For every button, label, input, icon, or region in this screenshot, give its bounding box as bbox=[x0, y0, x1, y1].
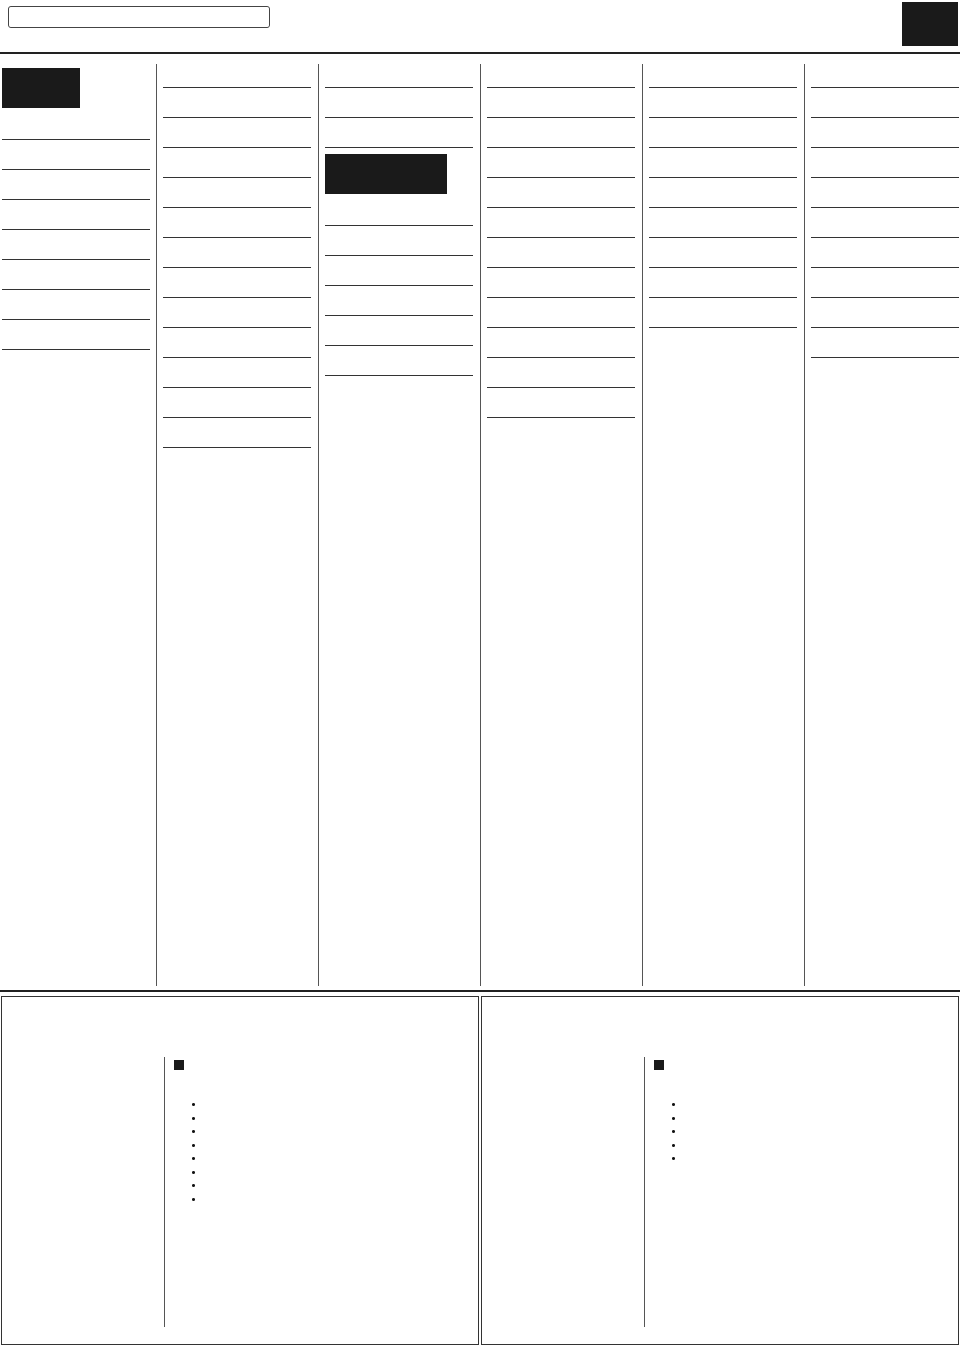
classified-ad bbox=[487, 244, 635, 268]
contact-line bbox=[490, 1130, 640, 1144]
panel-divider bbox=[644, 1057, 645, 1327]
classified-ad bbox=[811, 214, 959, 238]
classified-ad bbox=[487, 94, 635, 118]
ad-ref bbox=[163, 364, 311, 376]
classified-ad bbox=[2, 146, 150, 170]
ad-ref bbox=[811, 154, 959, 166]
ad-ref bbox=[649, 304, 797, 316]
ad-ref bbox=[2, 206, 150, 218]
classified-ad bbox=[163, 274, 311, 298]
ad-ref bbox=[325, 202, 473, 214]
contact-line bbox=[10, 1103, 160, 1117]
requirement-item bbox=[204, 1112, 472, 1126]
classified-ad bbox=[487, 304, 635, 328]
classified-ad bbox=[487, 64, 635, 88]
contact-line bbox=[10, 1171, 160, 1185]
classified-ad bbox=[163, 364, 311, 388]
ad-ref bbox=[649, 184, 797, 196]
classified-ad bbox=[163, 214, 311, 238]
classified-ad bbox=[2, 176, 150, 200]
ads-column-3 bbox=[325, 64, 473, 986]
ad-ref bbox=[487, 64, 635, 76]
contact-line bbox=[490, 1157, 640, 1171]
ad-ref bbox=[325, 352, 473, 364]
classified-ad bbox=[811, 64, 959, 88]
ad-ref bbox=[811, 334, 959, 346]
column-divider bbox=[804, 64, 805, 986]
classified-ad bbox=[2, 266, 150, 290]
ads-column-1 bbox=[2, 64, 150, 986]
ad-ref bbox=[487, 334, 635, 346]
classified-ad bbox=[325, 232, 473, 256]
job-ad-contact bbox=[10, 1103, 160, 1313]
job-ad-body bbox=[654, 1059, 952, 1259]
requirements-label bbox=[190, 1081, 472, 1095]
classified-ad bbox=[487, 334, 635, 358]
ad-ref bbox=[649, 124, 797, 136]
job-ad-headline bbox=[10, 1003, 470, 1037]
classified-ad bbox=[163, 64, 311, 88]
issue-date bbox=[8, 6, 270, 28]
job-ad-left bbox=[1, 996, 479, 1345]
masthead bbox=[0, 0, 960, 62]
ad-ref bbox=[811, 184, 959, 196]
ads-column-5 bbox=[649, 64, 797, 986]
classified-ad bbox=[649, 124, 797, 148]
ad-ref bbox=[2, 176, 150, 188]
classified-ad bbox=[811, 334, 959, 358]
classified-ad bbox=[325, 292, 473, 316]
ad-ref bbox=[811, 124, 959, 136]
column-divider bbox=[156, 64, 157, 986]
contact-line bbox=[490, 1103, 640, 1117]
ad-ref bbox=[811, 274, 959, 286]
classified-ad bbox=[2, 236, 150, 260]
requirement-item bbox=[684, 1152, 952, 1166]
classified-ad bbox=[325, 64, 473, 88]
contact-line bbox=[490, 1211, 640, 1225]
ad-ref bbox=[487, 394, 635, 406]
ad-ref bbox=[649, 64, 797, 76]
classified-ad bbox=[163, 94, 311, 118]
ad-ref bbox=[163, 394, 311, 406]
classified-ad bbox=[487, 154, 635, 178]
classified-ad bbox=[649, 64, 797, 88]
classified-ad bbox=[163, 184, 311, 208]
ad-ref bbox=[163, 244, 311, 256]
ad-ref bbox=[325, 292, 473, 304]
job-ad-footer bbox=[174, 1265, 472, 1299]
ad-ref bbox=[811, 94, 959, 106]
classified-ad bbox=[811, 244, 959, 268]
classified-ad bbox=[163, 124, 311, 148]
ad-ref bbox=[649, 274, 797, 286]
classified-ad bbox=[163, 424, 311, 448]
ad-ref bbox=[163, 154, 311, 166]
requirement-item bbox=[204, 1193, 472, 1207]
job-ad-headline bbox=[490, 1003, 950, 1037]
masthead-rule bbox=[0, 52, 960, 54]
ads-column-6 bbox=[811, 64, 959, 986]
ad-ref bbox=[2, 146, 150, 158]
requirement-item bbox=[204, 1152, 472, 1166]
ad-ref bbox=[2, 266, 150, 278]
classified-ad bbox=[649, 214, 797, 238]
contact-line bbox=[490, 1225, 640, 1239]
requirement-item bbox=[204, 1098, 472, 1112]
requirements-list bbox=[684, 1098, 952, 1166]
ad-ref bbox=[2, 116, 150, 128]
requirement-item bbox=[204, 1125, 472, 1139]
classified-ad bbox=[2, 206, 150, 230]
column-divider bbox=[480, 64, 481, 986]
contact-line bbox=[10, 1117, 160, 1131]
section-rule bbox=[0, 990, 960, 992]
contact-line bbox=[10, 1225, 160, 1239]
classified-ad bbox=[811, 304, 959, 328]
contact-line bbox=[10, 1144, 160, 1158]
ad-ref bbox=[487, 244, 635, 256]
ad-ref bbox=[325, 232, 473, 244]
requirement-item bbox=[204, 1166, 472, 1180]
panel-divider bbox=[164, 1057, 165, 1327]
ad-ref bbox=[2, 326, 150, 338]
ad-ref bbox=[2, 296, 150, 308]
classified-ad bbox=[325, 262, 473, 286]
requirements-label bbox=[670, 1081, 952, 1095]
ad-ref bbox=[163, 304, 311, 316]
requirement-item bbox=[204, 1179, 472, 1193]
ad-ref bbox=[487, 184, 635, 196]
classified-ad bbox=[487, 124, 635, 148]
classified-ad bbox=[811, 184, 959, 208]
ads-column-2 bbox=[163, 64, 311, 986]
ad-ref bbox=[163, 274, 311, 286]
classified-ad bbox=[325, 124, 473, 148]
contact-line bbox=[490, 1117, 640, 1131]
company-logo bbox=[654, 1303, 952, 1341]
classified-ad bbox=[163, 334, 311, 358]
company-logo bbox=[174, 1303, 472, 1341]
ad-ref bbox=[487, 214, 635, 226]
contact-line bbox=[10, 1211, 160, 1225]
ad-ref bbox=[163, 124, 311, 136]
classified-ad bbox=[649, 274, 797, 298]
section-heading-katastimata bbox=[325, 154, 447, 194]
contact-line bbox=[10, 1198, 160, 1212]
classified-ad bbox=[487, 394, 635, 418]
ad-ref bbox=[2, 236, 150, 248]
contact-email-link[interactable] bbox=[490, 1184, 640, 1198]
classified-ad bbox=[163, 244, 311, 268]
page-number bbox=[902, 2, 958, 46]
ad-ref bbox=[325, 262, 473, 274]
ad-ref bbox=[163, 64, 311, 76]
classified-ad bbox=[649, 244, 797, 268]
classified-ad bbox=[649, 94, 797, 118]
requirement-item bbox=[684, 1139, 952, 1153]
ad-ref bbox=[487, 154, 635, 166]
ad-ref bbox=[163, 214, 311, 226]
square-bullet-icon bbox=[654, 1060, 664, 1070]
ad-ref bbox=[649, 214, 797, 226]
square-bullet-icon bbox=[174, 1060, 184, 1070]
ad-ref bbox=[649, 244, 797, 256]
classified-ad bbox=[2, 116, 150, 140]
requirement-item bbox=[204, 1139, 472, 1153]
ad-ref bbox=[811, 214, 959, 226]
ad-ref bbox=[811, 244, 959, 256]
classified-ad bbox=[487, 274, 635, 298]
ad-ref bbox=[649, 94, 797, 106]
ad-ref bbox=[487, 94, 635, 106]
classified-ad bbox=[163, 394, 311, 418]
job-ad-contact bbox=[490, 1103, 640, 1313]
ad-ref bbox=[811, 64, 959, 76]
section-heading-ergasia bbox=[2, 68, 80, 108]
section-title bbox=[276, 2, 686, 46]
ad-ref bbox=[649, 154, 797, 166]
ad-ref bbox=[325, 94, 473, 106]
requirement-item bbox=[684, 1125, 952, 1139]
contact-line bbox=[10, 1157, 160, 1171]
column-divider bbox=[642, 64, 643, 986]
ads-column-4 bbox=[487, 64, 635, 986]
contact-line bbox=[490, 1144, 640, 1158]
contact-line bbox=[10, 1130, 160, 1144]
classified-ad bbox=[487, 214, 635, 238]
job-ad-footer bbox=[654, 1265, 952, 1299]
requirement-item bbox=[684, 1112, 952, 1126]
classified-ad bbox=[163, 154, 311, 178]
ad-ref bbox=[163, 184, 311, 196]
job-ad-body bbox=[174, 1059, 472, 1259]
classified-ad bbox=[487, 364, 635, 388]
ad-ref bbox=[163, 334, 311, 346]
classified-ad bbox=[325, 322, 473, 346]
ad-ref bbox=[487, 304, 635, 316]
column-divider bbox=[318, 64, 319, 986]
ad-ref bbox=[325, 124, 473, 136]
classified-ad bbox=[811, 94, 959, 118]
ad-ref bbox=[163, 424, 311, 436]
job-ad-right bbox=[481, 996, 959, 1345]
classified-ad bbox=[325, 202, 473, 226]
classified-ad bbox=[649, 304, 797, 328]
classified-ad bbox=[649, 154, 797, 178]
classified-ad bbox=[811, 124, 959, 148]
classified-ad bbox=[2, 296, 150, 320]
ad-ref bbox=[163, 94, 311, 106]
classified-ad bbox=[487, 184, 635, 208]
ad-ref bbox=[325, 322, 473, 334]
contact-line bbox=[490, 1171, 640, 1185]
classified-ad bbox=[325, 352, 473, 376]
ad-ref bbox=[487, 364, 635, 376]
newspaper-brand bbox=[700, 4, 900, 44]
classified-ad bbox=[163, 304, 311, 328]
requirement-item bbox=[684, 1098, 952, 1112]
classified-ad bbox=[649, 184, 797, 208]
ad-ref bbox=[325, 64, 473, 76]
contact-line bbox=[490, 1198, 640, 1212]
classified-ad bbox=[811, 154, 959, 178]
classified-ad bbox=[2, 326, 150, 350]
ad-ref bbox=[487, 124, 635, 136]
ad-ref bbox=[811, 304, 959, 316]
classified-ad bbox=[811, 274, 959, 298]
contact-email-link[interactable] bbox=[10, 1184, 160, 1198]
requirements-list bbox=[204, 1098, 472, 1206]
classified-ad bbox=[325, 94, 473, 118]
ad-ref bbox=[487, 274, 635, 286]
